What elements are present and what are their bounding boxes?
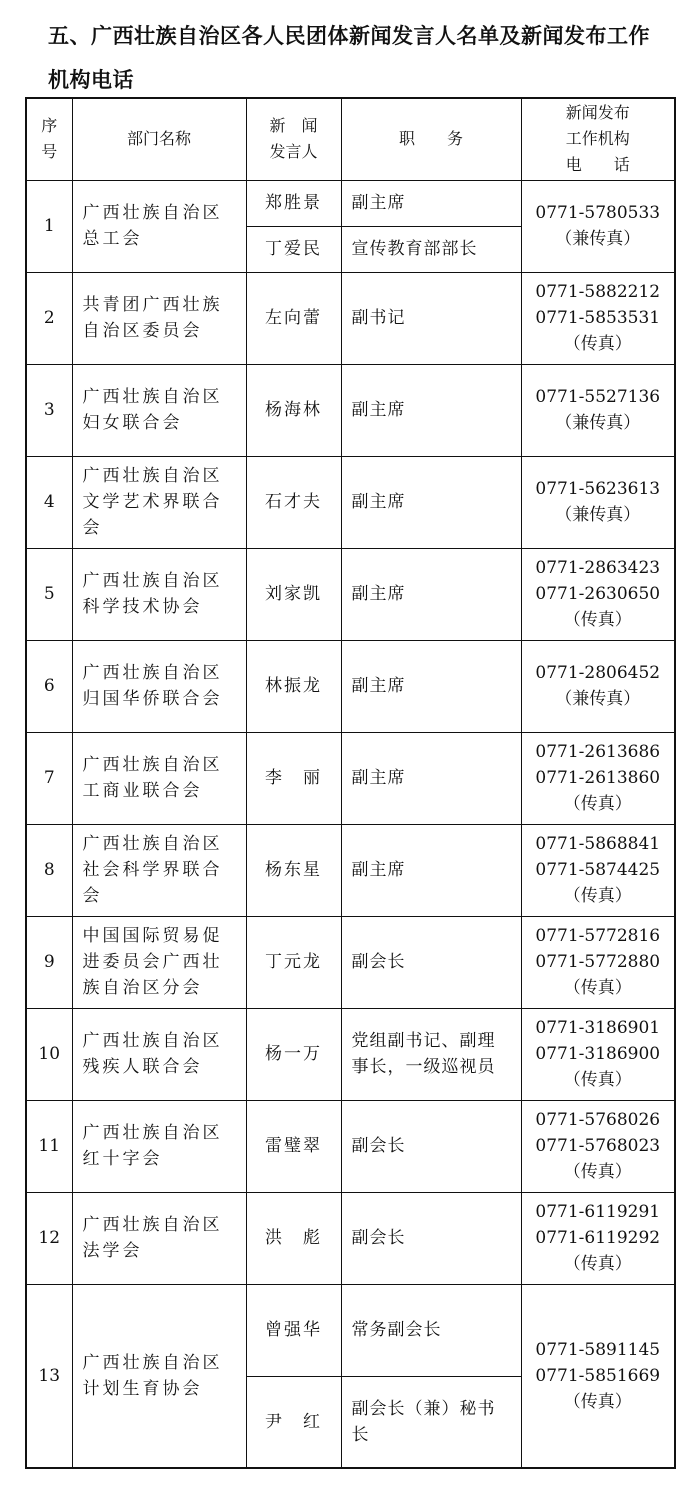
row-seq: 13 <box>26 1284 72 1468</box>
row-seq: 3 <box>26 364 72 456</box>
row-dept: 中国国际贸易促进委员会广西壮族自治区分会 <box>72 916 246 1008</box>
table-row <box>26 272 675 364</box>
row-spokesman: 洪 彪 <box>246 1192 341 1284</box>
phone-line: 0771-5772816 <box>535 926 661 946</box>
row-position: 副会长 <box>341 1100 521 1192</box>
phone-line: （传真） <box>563 1254 632 1274</box>
header-dept: 部门名称 <box>72 98 246 180</box>
table-row <box>26 364 675 456</box>
row-position: 副主席 <box>341 180 521 226</box>
row-spokesman: 郑胜景 <box>246 180 341 226</box>
row-dept: 广西壮族自治区归国华侨联合会 <box>72 640 246 732</box>
phone-line: 0771-5868841 <box>535 834 661 854</box>
row-spokesman: 刘家凯 <box>246 548 341 640</box>
phone-line: 0771-3186900 <box>535 1044 661 1064</box>
header-spokesman: 新 闻 发言人 <box>246 98 341 180</box>
phone-line: （兼传真） <box>555 413 641 433</box>
row-phone <box>521 640 675 732</box>
header-phone: 新闻发布 工作机构 电 话 <box>521 98 675 180</box>
row-spokesman: 雷璧翠 <box>246 1100 341 1192</box>
phone-line: 0771-2630650 <box>535 584 661 604</box>
row-spokesman: 李 丽 <box>246 732 341 824</box>
row-phone <box>521 272 675 364</box>
phone-line: 0771-5772880 <box>535 952 661 972</box>
phone-line: 0771-6119292 <box>535 1228 661 1248</box>
phone-line: 0771-2863423 <box>535 558 661 578</box>
row-seq: 4 <box>26 456 72 548</box>
header-seq: 序 号 <box>26 98 72 180</box>
phone-line: 0771-5768026 <box>535 1110 661 1130</box>
table-row <box>26 824 675 916</box>
phone-line: 0771-5768023 <box>535 1136 661 1156</box>
page-title: 五、广西壮族自治区各人民团体新闻发言人名单及新闻发布工作机构电话 <box>48 24 650 92</box>
phone-line: 0771-5527136 <box>535 387 661 407</box>
row-spokesman: 杨海林 <box>246 364 341 456</box>
row-spokesman: 杨一万 <box>246 1008 341 1100</box>
row-seq: 10 <box>26 1008 72 1100</box>
table-row <box>26 456 675 548</box>
row-phone <box>521 1008 675 1100</box>
row-seq: 5 <box>26 548 72 640</box>
row-seq: 9 <box>26 916 72 1008</box>
row-spokesman: 左向蕾 <box>246 272 341 364</box>
phone-line: （兼传真） <box>555 505 641 525</box>
phone-line: 0771-2613860 <box>535 768 661 788</box>
row-spokesman: 杨东星 <box>246 824 341 916</box>
phone-line: （传真） <box>563 334 632 354</box>
row-dept: 广西壮族自治区总工会 <box>72 180 246 272</box>
row-dept: 广西壮族自治区法学会 <box>72 1192 246 1284</box>
row-position: 副主席 <box>341 732 521 824</box>
row-seq: 2 <box>26 272 72 364</box>
row-position: 副书记 <box>341 272 521 364</box>
table-row <box>26 1008 675 1100</box>
table-row <box>26 916 675 1008</box>
header-position: 职 务 <box>341 98 521 180</box>
spokesman-table <box>25 97 676 1469</box>
row-seq: 7 <box>26 732 72 824</box>
header-row <box>26 98 675 180</box>
row-dept: 广西壮族自治区科学技术协会 <box>72 548 246 640</box>
row-phone <box>521 1192 675 1284</box>
phone-line: 0771-5874425 <box>535 860 661 880</box>
table-row <box>26 548 675 640</box>
row-phone <box>521 916 675 1008</box>
row-position: 副主席 <box>341 548 521 640</box>
table-row <box>26 640 675 732</box>
row-dept: 广西壮族自治区残疾人联合会 <box>72 1008 246 1100</box>
table-row <box>26 180 675 226</box>
row-spokesman: 石才夫 <box>246 456 341 548</box>
row-seq: 11 <box>26 1100 72 1192</box>
row-dept: 广西壮族自治区社会科学界联合会 <box>72 824 246 916</box>
row-position: 常务副会长 <box>341 1284 521 1376</box>
table-row <box>26 1284 675 1376</box>
row-phone <box>521 1100 675 1192</box>
table-row <box>26 1192 675 1284</box>
row-phone <box>521 456 675 548</box>
phone-line: （传真） <box>563 1162 632 1182</box>
row-dept: 共青团广西壮族自治区委员会 <box>72 272 246 364</box>
row-spokesman: 丁爱民 <box>246 226 341 272</box>
phone-line: 0771-6119291 <box>535 1202 661 1222</box>
phone-line: 0771-5623613 <box>535 479 661 499</box>
row-seq: 12 <box>26 1192 72 1284</box>
phone-line: （传真） <box>563 978 632 998</box>
row-phone <box>521 732 675 824</box>
phone-line: 0771-3186901 <box>535 1018 661 1038</box>
phone-line: 0771-2613686 <box>535 742 661 762</box>
phone-line: （传真） <box>563 1070 632 1090</box>
row-position: 宣传教育部部长 <box>341 226 521 272</box>
phone-line: 0771-2806452 <box>535 663 661 683</box>
row-position: 副会长（兼）秘书长 <box>341 1376 521 1468</box>
row-seq: 1 <box>26 180 72 272</box>
row-spokesman: 丁元龙 <box>246 916 341 1008</box>
row-position: 副主席 <box>341 640 521 732</box>
phone-line: 0771-5851669 <box>535 1365 661 1386</box>
row-position: 副主席 <box>341 824 521 916</box>
row-phone <box>521 1284 675 1468</box>
row-position: 副会长 <box>341 1192 521 1284</box>
phone-line: （传真） <box>563 886 632 906</box>
row-dept: 广西壮族自治区文学艺术界联合会 <box>72 456 246 548</box>
row-dept: 广西壮族自治区红十字会 <box>72 1100 246 1192</box>
phone-line: 0771-5882212 <box>535 282 661 302</box>
row-seq: 8 <box>26 824 72 916</box>
row-dept: 广西壮族自治区工商业联合会 <box>72 732 246 824</box>
row-position: 党组副书记、副理事长，一级巡视员 <box>341 1008 521 1100</box>
row-phone <box>521 364 675 456</box>
row-phone <box>521 548 675 640</box>
row-position: 副主席 <box>341 456 521 548</box>
row-dept: 广西壮族自治区妇女联合会 <box>72 364 246 456</box>
row-spokesman: 曾强华 <box>246 1284 341 1376</box>
row-phone <box>521 824 675 916</box>
row-spokesman: 尹 红 <box>246 1376 341 1468</box>
phone-line: 0771-5891145 <box>535 1339 661 1360</box>
row-position: 副会长 <box>341 916 521 1008</box>
row-position: 副主席 <box>341 364 521 456</box>
phone-line: （传真） <box>563 1391 632 1412</box>
table-row <box>26 1100 675 1192</box>
row-dept: 广西壮族自治区计划生育协会 <box>72 1284 246 1468</box>
phone-line: （传真） <box>563 794 632 814</box>
phone-line: （兼传真） <box>555 229 641 249</box>
phone-line: （传真） <box>563 610 632 630</box>
row-spokesman: 林振龙 <box>246 640 341 732</box>
row-phone <box>521 180 675 272</box>
phone-line: 0771-5780533 <box>535 203 661 223</box>
table-row <box>26 732 675 824</box>
phone-line: 0771-5853531 <box>535 308 661 328</box>
phone-line: （兼传真） <box>555 689 641 709</box>
row-seq: 6 <box>26 640 72 732</box>
